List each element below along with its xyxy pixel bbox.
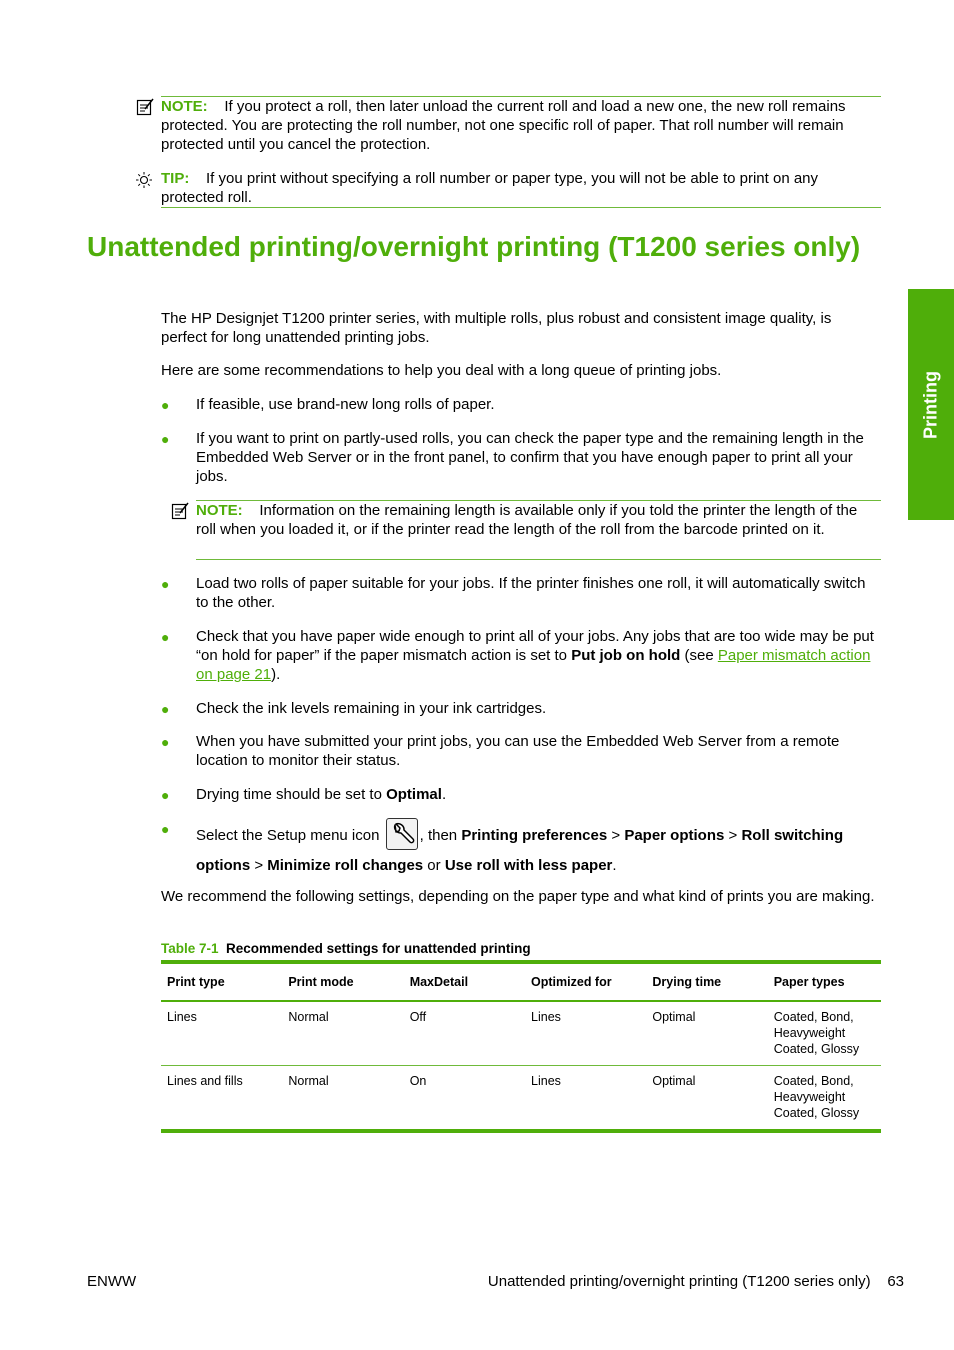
bullet-4-text: Check that you have paper wide enough to print all of your jobs. Any jobs that are too wide may be put “on hold for paper” if the paper mismatch action is set to: [196, 628, 874, 664]
paper-options-term: Paper options: [624, 826, 725, 844]
tip-label: TIP:: [161, 170, 190, 187]
tip-bottom-rule: [161, 207, 881, 208]
bullet-7-text: Drying time should be set to: [196, 786, 387, 803]
bullet-4: [196, 627, 881, 684]
setup-wrench-icon: [386, 818, 418, 850]
tip-text: If you print without specifying a roll number or paper type, you will not be able to print on any protected roll.: [161, 170, 819, 206]
note-icon: [171, 502, 189, 520]
bullet-marker: ●: [161, 821, 170, 837]
table-cell: Optimal: [652, 1074, 696, 1088]
table-row: [161, 1001, 881, 1066]
tip-lightbulb-icon: [135, 171, 153, 189]
footer-chapter-title: Unattended printing/overnight printing (T1200 series only): [487, 1273, 871, 1290]
note-icon: [136, 98, 154, 116]
note-text: Information on the remaining length is available only if you told the printer the length of the roll when you loaded it, or if the printer read the length of the roll from the barcode printed on it.: [196, 502, 858, 538]
bullet-marker: ●: [161, 397, 170, 413]
intro-paragraph-2: Here are some recommendations to help you deal with a long queue of printing jobs.: [161, 362, 722, 379]
printing-preferences-term: Printing preferences: [461, 826, 608, 844]
table-cell: Coated, Bond, Heavyweight Coated, Glossy: [773, 1074, 860, 1120]
bullet-marker: ●: [161, 576, 170, 592]
bullet-8-text: or: [423, 857, 445, 874]
table-cell: Lines and fills: [167, 1074, 243, 1088]
column-header: Print type: [167, 975, 225, 989]
table-cell: Lines: [167, 1010, 197, 1024]
note-2-bottom-rule: [196, 559, 881, 560]
chapter-side-tab-label: Printing: [920, 370, 941, 439]
bullet-8-text: Select the Setup menu icon: [196, 826, 384, 844]
separator: >: [250, 857, 268, 874]
bullet-marker: ●: [161, 431, 170, 447]
optimal-term: Optimal: [386, 786, 442, 803]
table-header-row: [161, 962, 881, 1001]
note-text: If you protect a roll, then later unload the current roll and load a new one, the new roll remains protected. You are protecting the roll number, not one specific roll of paper. That roll number will remain protected until you cancel the protection.: [161, 98, 846, 153]
column-header: Optimized for: [531, 975, 612, 989]
intro-paragraph-1: The HP Designjet T1200 printer series, with multiple rolls, plus robust and consistent image quality, is perfect for long unattended printing jobs.: [161, 310, 832, 346]
table-cell: Optimal: [652, 1010, 696, 1024]
column-header: Paper types: [773, 975, 845, 989]
minimize-roll-changes-term: Minimize roll changes: [267, 857, 424, 874]
table-number: Table 7-1: [161, 941, 219, 956]
tip: [161, 169, 881, 207]
note-label: NOTE:: [196, 502, 243, 519]
bullet-4-text: (see: [680, 647, 718, 664]
settings-table: [161, 960, 881, 1133]
table-cell: Normal: [288, 1010, 329, 1024]
bullet-marker: ●: [161, 787, 170, 803]
roll-switching-options-term: Roll switching options: [196, 826, 844, 874]
table-cell: Lines: [531, 1010, 561, 1024]
table-cell: Normal: [288, 1074, 329, 1088]
column-header: Drying time: [652, 975, 722, 989]
note-label: NOTE:: [161, 98, 208, 115]
bullet-4-text: ).: [271, 666, 281, 683]
bullet-8-text: .: [612, 857, 617, 874]
table-cell: On: [409, 1074, 427, 1088]
table-row: [161, 1066, 881, 1132]
recommend-paragraph: We recommend the following settings, depending on the paper type and what kind of prints you are making.: [161, 888, 875, 905]
bullet-8-text: , then: [419, 826, 462, 844]
page-number: 63: [887, 1273, 904, 1290]
footer-left: ENWW: [87, 1273, 137, 1290]
separator: >: [724, 826, 742, 844]
bullet-6: When you have submitted your print jobs, you can use the Embedded Web Server from a remote location to monitor their status.: [196, 733, 840, 769]
table-caption: [161, 939, 531, 958]
bullet-3: Load two rolls of paper suitable for your jobs. If the printer finishes one roll, it will automatically switch to the other.: [196, 575, 866, 611]
bullet-marker: ●: [161, 734, 170, 750]
bullet-7: [196, 785, 881, 804]
use-roll-with-less-paper-term: Use roll with less paper: [444, 857, 613, 874]
note-1: [161, 97, 881, 154]
bullet-5: Check the ink levels remaining in your ink cartridges.: [196, 700, 547, 717]
table-cell: Coated, Bond, Heavyweight Coated, Glossy: [773, 1010, 860, 1056]
separator: >: [607, 826, 625, 844]
table-title: Recommended settings for unattended printing: [226, 941, 531, 956]
put-job-on-hold-term: Put job on hold: [571, 647, 681, 664]
section-heading: Unattended printing/overnight printing (T1200 series only): [87, 231, 861, 262]
bullet-marker: ●: [161, 629, 170, 645]
chapter-side-tab: [908, 289, 954, 520]
column-header: Print mode: [288, 975, 354, 989]
bullet-7-text: .: [441, 786, 447, 803]
footer-right: [488, 1272, 904, 1291]
column-header: MaxDetail: [409, 975, 469, 989]
bullet-1: If feasible, use brand-new long rolls of paper.: [196, 396, 495, 413]
note-2: [196, 501, 881, 539]
bullet-8: [196, 820, 881, 880]
paper-mismatch-link[interactable]: Paper mismatch action on page 21: [196, 647, 871, 683]
table-cell: Lines: [531, 1074, 561, 1088]
bullet-marker: ●: [161, 701, 170, 717]
bullet-2: If you want to print on partly-used rolls, you can check the paper type and the remaining length in the Embedded Web Server or in the front panel, to confirm that you have enough paper to print all your jobs.: [196, 430, 864, 485]
table-cell: Off: [409, 1010, 427, 1024]
